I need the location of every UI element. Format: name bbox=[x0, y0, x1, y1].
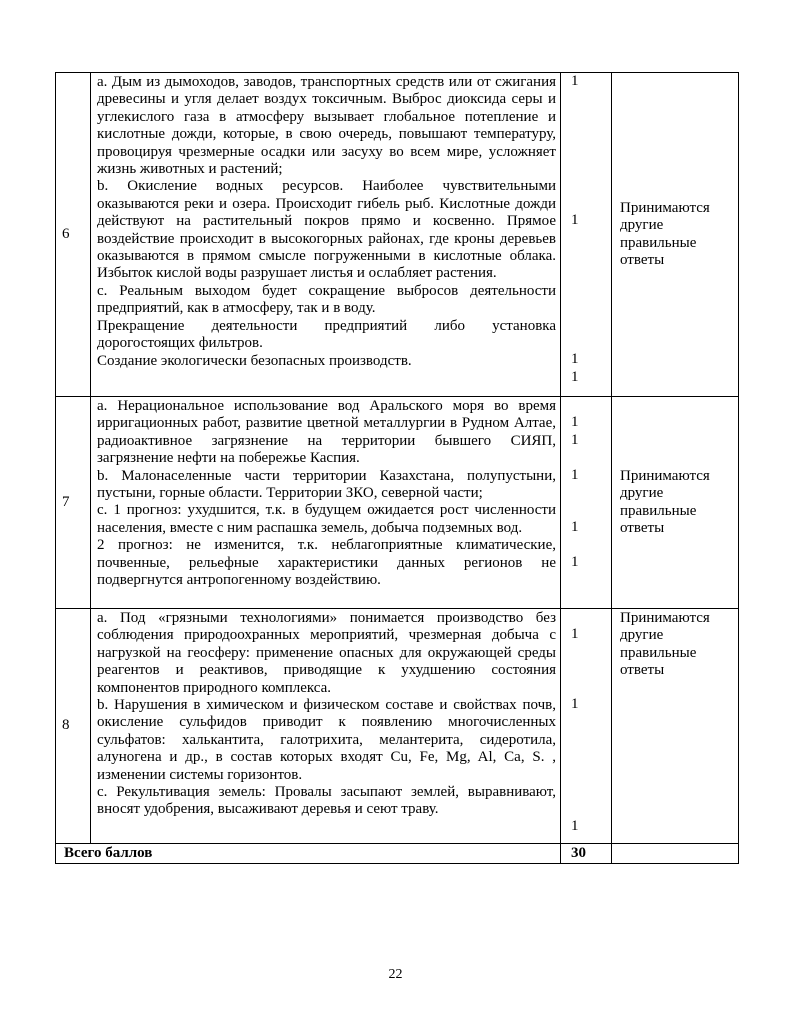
score-cell bbox=[561, 609, 612, 844]
score-value: 1 bbox=[571, 414, 579, 431]
task-number: 7 bbox=[56, 397, 91, 609]
answer-cell bbox=[91, 609, 561, 844]
note-line: другие bbox=[620, 485, 664, 502]
note-line: Принимаются bbox=[620, 610, 710, 626]
total-score: 30 bbox=[561, 844, 612, 864]
answer-paragraph: Создание экологически безопасных производств. bbox=[97, 352, 412, 369]
note-cell bbox=[612, 397, 739, 609]
note-line: Принимаются bbox=[620, 467, 710, 484]
table-row bbox=[56, 73, 739, 397]
note-line: другие bbox=[620, 627, 664, 644]
note-line: правильные bbox=[620, 234, 697, 251]
score-value: 1 bbox=[571, 466, 579, 483]
document-page bbox=[55, 72, 738, 864]
answer-paragraph: c. Реальным выходом будет сокращение выбросов деятельности предприятий, как в атмосферу, так и в воду. bbox=[97, 282, 556, 317]
table-row bbox=[56, 609, 739, 844]
total-note-cell bbox=[612, 844, 739, 864]
score-value: 1 bbox=[571, 626, 579, 643]
answer-key-table bbox=[55, 72, 739, 864]
answer-paragraph: c. 1 прогноз: ухудшится, т.к. в будущем ожидается рост численности населения, вместе с ним распашка земель, добыча подземных вод. bbox=[97, 502, 556, 536]
score-value: 1 bbox=[571, 73, 579, 89]
task-number: 8 bbox=[56, 609, 91, 844]
answer-paragraph: Прекращение деятельности предприятий либо установка дорогостоящих фильтров. bbox=[97, 317, 556, 352]
note-cell bbox=[612, 609, 739, 844]
answer-paragraph: b. Нарушения в химическом и физическом составе и свойствах почв, окисление сульфидов приводит к появлению многочисленных сульфатов: халькантита, галотрихита, мелантерита, сидеротила, алуногена и др., в состав которых входят Cu, Fe, Mg, Al, Ca, S. , изменении системы горизонтов. bbox=[97, 697, 556, 783]
score-cell bbox=[561, 73, 612, 397]
note-line: Принимаются bbox=[620, 199, 710, 216]
answer-cell bbox=[91, 73, 561, 397]
answer-paragraph: 2 прогноз: не изменится, т.к. неблагоприятные климатические, почвенные, рельефные характеристики данных регионов не подвергнутся антропогенному воздействию. bbox=[97, 537, 556, 589]
score-value: 1 bbox=[571, 351, 579, 368]
note-line: ответы bbox=[620, 519, 665, 536]
total-row bbox=[56, 844, 739, 864]
page-number: 22 bbox=[388, 967, 403, 982]
score-value: 1 bbox=[571, 368, 579, 385]
answer-paragraph: b. Окисление водных ресурсов. Наиболее чувствительными оказываются реки и озера. Происходит гибель рыб. Кислотные дожди действуют на растительный покров прямо и косвенно. Прямое воздействие происходит в высокогорных районах, где кроны деревьев оказываются в прямом смысле погруженными в кислотные облака. Избыток кислой воды разрушает листья и ослабляет растения. bbox=[97, 178, 556, 282]
score-value: 1 bbox=[571, 518, 579, 535]
note-line: правильные bbox=[620, 644, 697, 661]
note-cell bbox=[612, 73, 739, 397]
note-line: ответы bbox=[620, 251, 665, 268]
table-row bbox=[56, 397, 739, 609]
answer-paragraph: c. Рекультивация земель: Провалы засыпают землей, выравнивают, вносят удобрения, высаживают деревья и сеют траву. bbox=[97, 784, 556, 818]
score-value: 1 bbox=[571, 695, 579, 712]
score-value: 1 bbox=[571, 212, 579, 229]
note-line: правильные bbox=[620, 502, 697, 519]
score-value: 1 bbox=[571, 553, 579, 570]
answer-paragraph: a. Под «грязными технологиями» понимается производство без соблюдения природоохранных мероприятий, чрезмерная добыча с нагрузкой на геосферу: применение опасных для окружающей среды реагентов и реактивов, приводящие к ухудшению состояния компонентов природного комплекса. bbox=[97, 610, 556, 696]
answer-paragraph: b. Малонаселенные части территории Казахстана, полупустыни, пустыни, горные области. Территории ЗКО, северной части; bbox=[97, 467, 556, 502]
score-value: 1 bbox=[571, 817, 579, 834]
answer-paragraph: a. Дым из дымоходов, заводов, транспортных средств или от сжигания древесины и угля делает воздух токсичным. Выброс диоксида серы и углекислого газа в атмосферу вызывает глобальное потепление и кислотные дожди, которые, в свою очередь, повышают температуру, провоцируя чрезмерные осадки или засуху во всем мире, усложняет жизнь животных и растений; bbox=[97, 74, 556, 178]
score-value: 1 bbox=[571, 431, 579, 448]
note-line: ответы bbox=[620, 662, 665, 679]
task-number: 6 bbox=[56, 73, 91, 397]
total-label: Всего баллов bbox=[56, 844, 561, 864]
answer-paragraph: a. Нерациональное использование вод Аральского моря во время ирригационных работ, развитие цветной металлургии в Рудном Алтае, радиоактивное загрязнение на территории бывшего СИЯП, загрязнение нефти на побережье Каспия. bbox=[97, 398, 556, 467]
score-cell bbox=[561, 397, 612, 609]
note-line: другие bbox=[620, 217, 664, 234]
answer-cell bbox=[91, 397, 561, 609]
